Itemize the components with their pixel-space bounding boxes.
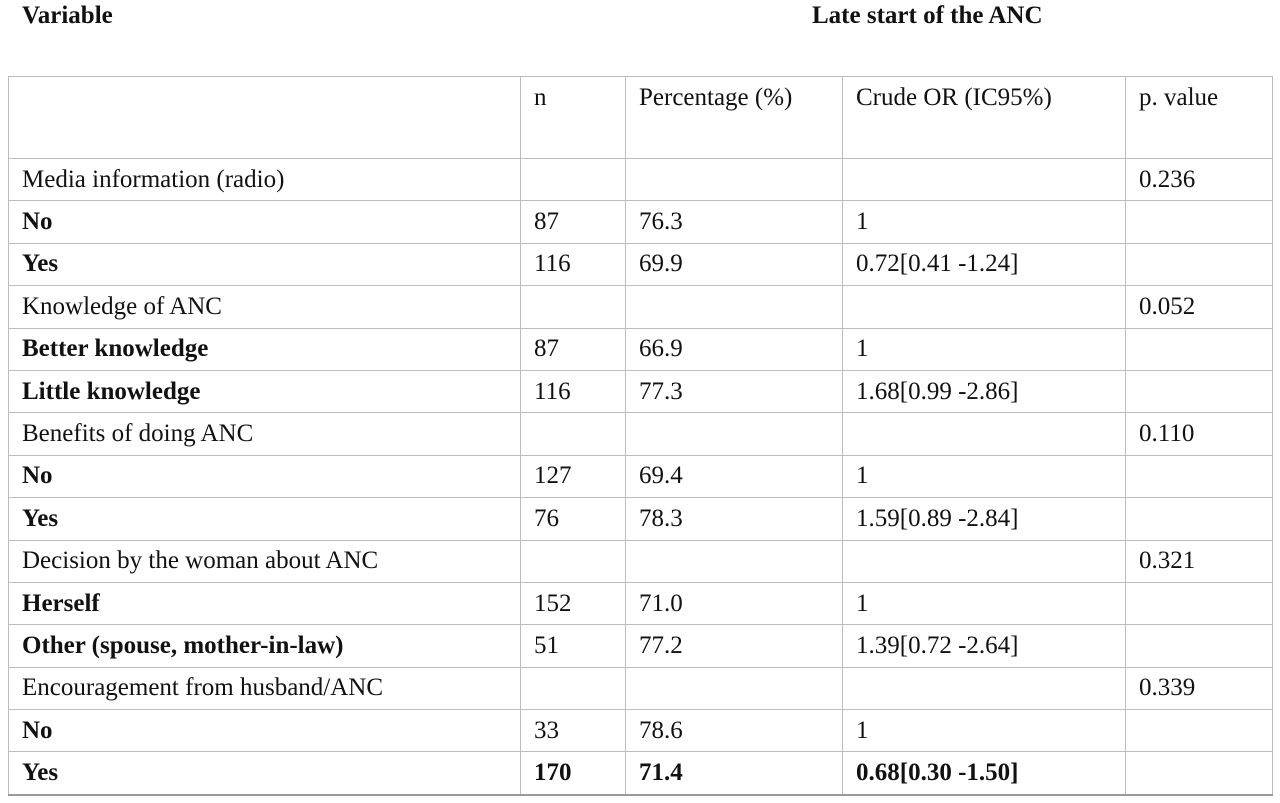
percentage-cell: 78.3: [626, 498, 843, 540]
crude-or-cell: 1: [843, 201, 1126, 243]
variable-heading: Variable: [22, 2, 113, 29]
percentage-cell: 77.3: [626, 370, 843, 412]
crude-or-cell: [843, 540, 1126, 582]
p-value-cell: [1126, 752, 1273, 795]
row-label: Media information (radio): [9, 159, 521, 201]
percentage-cell: 77.2: [626, 625, 843, 667]
row-label: Better knowledge: [9, 328, 521, 370]
table-row: [9, 625, 1273, 667]
percentage-cell: 66.9: [626, 328, 843, 370]
n-cell: 87: [521, 328, 626, 370]
percentage-cell: [626, 413, 843, 455]
header-cell-variable: [9, 77, 521, 159]
crude-or-cell: 1: [843, 582, 1126, 624]
n-cell: 170: [521, 752, 626, 795]
p-value-cell: [1126, 710, 1273, 752]
p-value-cell: 0.052: [1126, 286, 1273, 328]
percentage-cell: [626, 667, 843, 709]
row-label: Yes: [9, 752, 521, 795]
crude-or-cell: 1: [843, 710, 1126, 752]
n-cell: [521, 286, 626, 328]
table-row: [9, 370, 1273, 412]
percentage-cell: 76.3: [626, 201, 843, 243]
row-label: Decision by the woman about ANC: [9, 540, 521, 582]
row-label: Herself: [9, 582, 521, 624]
row-label: No: [9, 710, 521, 752]
crude-or-cell: 1: [843, 455, 1126, 497]
percentage-cell: 71.4: [626, 752, 843, 795]
crude-or-cell: [843, 413, 1126, 455]
crude-or-cell: 0.68[0.30 -1.50]: [843, 752, 1126, 795]
table-row: [9, 752, 1273, 795]
p-value-cell: 0.321: [1126, 540, 1273, 582]
table-row: [9, 159, 1273, 201]
table-row: [9, 286, 1273, 328]
table-row: [9, 540, 1273, 582]
header-row: [9, 77, 1273, 159]
p-value-cell: [1126, 625, 1273, 667]
p-value-cell: 0.236: [1126, 159, 1273, 201]
table-row: [9, 455, 1273, 497]
n-cell: 87: [521, 201, 626, 243]
n-cell: [521, 540, 626, 582]
percentage-cell: [626, 540, 843, 582]
crude-or-cell: [843, 286, 1126, 328]
row-label: No: [9, 201, 521, 243]
p-value-cell: [1126, 243, 1273, 285]
p-value-cell: [1126, 455, 1273, 497]
table-row: [9, 201, 1273, 243]
n-cell: [521, 413, 626, 455]
percentage-cell: 71.0: [626, 582, 843, 624]
n-cell: 116: [521, 243, 626, 285]
p-value-cell: [1126, 370, 1273, 412]
percentage-cell: 69.4: [626, 455, 843, 497]
table-row: [9, 710, 1273, 752]
row-label: Knowledge of ANC: [9, 286, 521, 328]
p-value-cell: [1126, 328, 1273, 370]
row-label: No: [9, 455, 521, 497]
n-cell: [521, 667, 626, 709]
header-cell-crude-or: Crude OR (IC95%): [843, 77, 1126, 159]
crude-or-cell: 1.59[0.89 -2.84]: [843, 498, 1126, 540]
results-table: [8, 76, 1273, 796]
header-cell-p-value: p. value: [1126, 77, 1273, 159]
n-cell: 127: [521, 455, 626, 497]
percentage-cell: 78.6: [626, 710, 843, 752]
n-cell: 116: [521, 370, 626, 412]
crude-or-cell: 1: [843, 328, 1126, 370]
crude-or-cell: 1.39[0.72 -2.64]: [843, 625, 1126, 667]
table-row: [9, 413, 1273, 455]
crude-or-cell: 1.68[0.99 -2.86]: [843, 370, 1126, 412]
row-label: Yes: [9, 243, 521, 285]
percentage-cell: 69.9: [626, 243, 843, 285]
n-cell: 33: [521, 710, 626, 752]
p-value-cell: [1126, 498, 1273, 540]
crude-or-cell: [843, 159, 1126, 201]
crude-or-cell: 0.72[0.41 -1.24]: [843, 243, 1126, 285]
table-row: [9, 243, 1273, 285]
table-row: [9, 667, 1273, 709]
p-value-cell: 0.110: [1126, 413, 1273, 455]
row-label: Benefits of doing ANC: [9, 413, 521, 455]
row-label: Encouragement from husband/ANC: [9, 667, 521, 709]
row-label: Yes: [9, 498, 521, 540]
percentage-cell: [626, 159, 843, 201]
p-value-cell: 0.339: [1126, 667, 1273, 709]
outcome-heading: Late start of the ANC: [812, 2, 1043, 29]
n-cell: 76: [521, 498, 626, 540]
n-cell: [521, 159, 626, 201]
table-row: [9, 498, 1273, 540]
p-value-cell: [1126, 201, 1273, 243]
table-row: [9, 328, 1273, 370]
n-cell: 152: [521, 582, 626, 624]
p-value-cell: [1126, 582, 1273, 624]
header-cell-percentage: Percentage (%): [626, 77, 843, 159]
n-cell: 51: [521, 625, 626, 667]
row-label: Little knowledge: [9, 370, 521, 412]
table-row: [9, 582, 1273, 624]
crude-or-cell: [843, 667, 1126, 709]
row-label: Other (spouse, mother-in-law): [9, 625, 521, 667]
percentage-cell: [626, 286, 843, 328]
header-cell-n: n: [521, 77, 626, 159]
